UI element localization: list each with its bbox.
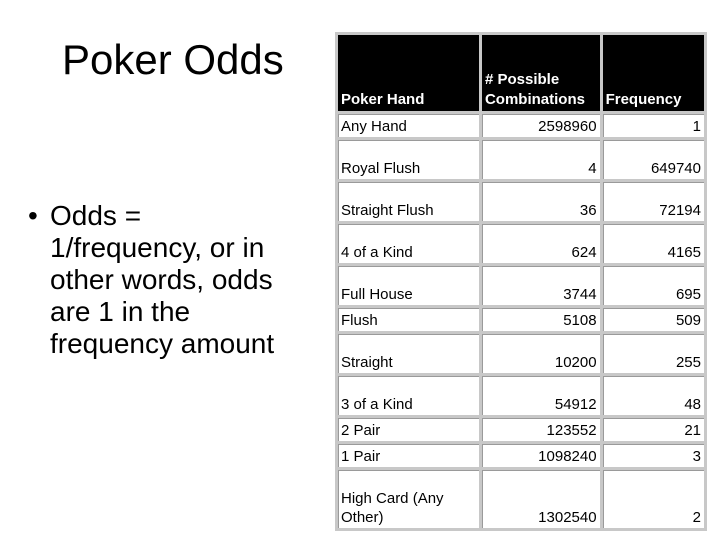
- poker-odds-table: [335, 32, 707, 531]
- combinations-cell: 10200: [482, 334, 600, 373]
- hand-cell: 3 of a Kind: [338, 376, 479, 415]
- bullet-icon: •: [28, 200, 38, 231]
- table-row: [338, 418, 704, 441]
- hand-cell: 1 Pair: [338, 444, 479, 467]
- combinations-cell: 123552: [482, 418, 600, 441]
- frequency-cell: 3: [603, 444, 704, 467]
- combinations-cell: 624: [482, 224, 600, 263]
- combinations-cell: 4: [482, 140, 600, 179]
- combinations-cell: 54912: [482, 376, 600, 415]
- combinations-cell: 36: [482, 182, 600, 221]
- header-possible-combinations: [482, 35, 600, 111]
- table-row: [338, 114, 704, 137]
- table-row: [338, 224, 704, 263]
- frequency-cell: 2: [603, 470, 704, 528]
- combinations-cell: 1302540: [482, 470, 600, 528]
- table-row: [338, 140, 704, 179]
- frequency-cell: 21: [603, 418, 704, 441]
- hand-cell: 4 of a Kind: [338, 224, 479, 263]
- hand-cell: Full House: [338, 266, 479, 305]
- frequency-cell: 649740: [603, 140, 704, 179]
- frequency-cell: 1: [603, 114, 704, 137]
- table-row: [338, 266, 704, 305]
- hand-cell: 2 Pair: [338, 418, 479, 441]
- frequency-cell: 695: [603, 266, 704, 305]
- table-row: [338, 444, 704, 467]
- frequency-cell: 4165: [603, 224, 704, 263]
- bullet-item: [28, 200, 298, 360]
- table-row: [338, 470, 704, 528]
- combinations-cell: 3744: [482, 266, 600, 305]
- frequency-cell: 509: [603, 308, 704, 331]
- frequency-cell: 48: [603, 376, 704, 415]
- hand-cell: Royal Flush: [338, 140, 479, 179]
- table-row: [338, 334, 704, 373]
- header-poker-hand: Poker Hand: [338, 35, 479, 111]
- frequency-cell: 72194: [603, 182, 704, 221]
- combinations-cell: 2598960: [482, 114, 600, 137]
- table-row: [338, 182, 704, 221]
- table-header-row: [338, 35, 704, 111]
- header-combos-line1: # Possible: [484, 71, 560, 88]
- frequency-cell: 255: [603, 334, 704, 373]
- bullet-text: Odds = 1/frequency, or in other words, odds are 1 in the frequency amount: [50, 200, 275, 359]
- hand-cell: Straight: [338, 334, 479, 373]
- slide-title: Poker Odds: [62, 36, 284, 83]
- header-combos-line2: Combinations: [484, 91, 585, 108]
- hand-cell: Straight Flush: [338, 182, 479, 221]
- table-row: [338, 376, 704, 415]
- bullet-list: [28, 200, 298, 360]
- hand-cell: Any Hand: [338, 114, 479, 137]
- header-frequency: Frequency: [603, 35, 704, 111]
- hand-cell: High Card (Any Other): [338, 470, 479, 528]
- combinations-cell: 1098240: [482, 444, 600, 467]
- hand-cell: Flush: [338, 308, 479, 331]
- combinations-cell: 5108: [482, 308, 600, 331]
- table-row: [338, 308, 704, 331]
